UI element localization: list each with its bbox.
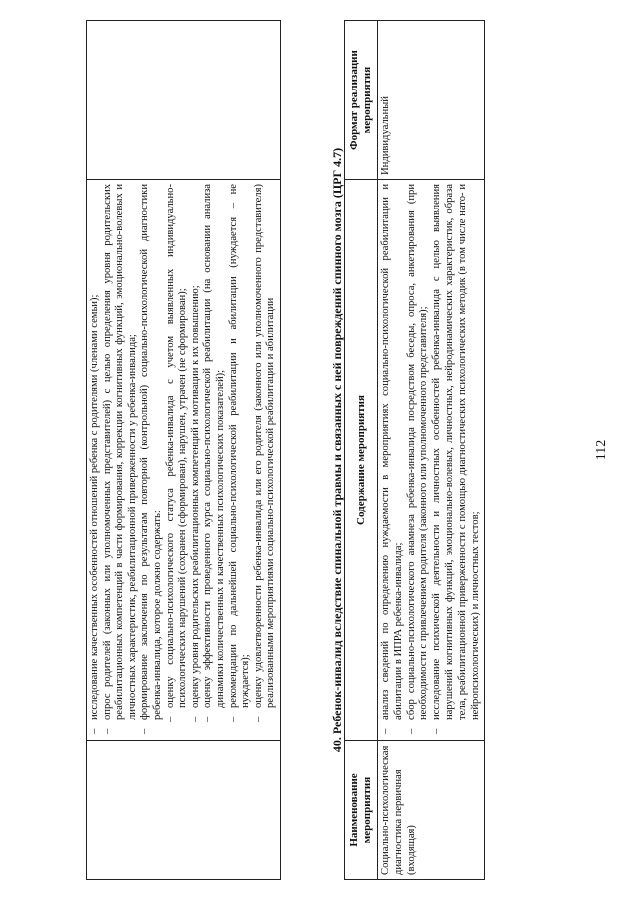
empty-name-cell bbox=[87, 741, 281, 880]
table-row bbox=[87, 21, 281, 880]
header-content: Содержание мероприятия bbox=[345, 180, 378, 741]
top-table bbox=[86, 20, 281, 880]
list-item: – анализ сведений по определению нуждаемости в мероприятиях социально-психологической реабилитации и абилитации в ИПРА ребенка-инвалида; bbox=[380, 184, 406, 736]
item-list bbox=[89, 184, 165, 736]
subitem-list bbox=[165, 184, 278, 736]
list-subitem: – рекомендации по дальнейшей социально-психологической реабилитации и абилитации (нуждается – не нуждается); bbox=[228, 184, 253, 736]
list-item: – исследование качественных особенностей отношений ребенка с родителями (членами семьи); bbox=[89, 184, 102, 736]
list-subitem: – оценку эффективности проведенного курса социально-психологической реабилитации (на основании анализа динамики количественных и качественных психологических показателей); bbox=[202, 184, 227, 736]
item-list bbox=[380, 184, 482, 736]
list-item: – опрос родителей (законных или уполномоченных представителей) с целью определения уровня родительских реабилитационных компетенций в части формирования, коррекции когнитивных функций, эмоционально-волевых и личностных характеристик, реабилитационной приверженности у ребенка-инвалида; bbox=[102, 184, 140, 736]
list-item: – исследование психической деятельности и личностных особенностей ребенка-инвалида с целью выявления нарушений когнитивных функций, эмоционально-волевых, личностных, нейродинамических характеристик, образа тела, реабилитационной приверженности с помощью диагностических психологических методик (в том числе нато- и нейропсихологических) и личностных тестов; bbox=[431, 184, 482, 736]
rotated-content bbox=[42, 20, 609, 880]
bottom-table bbox=[344, 20, 485, 880]
format-cell: Индивидуальный bbox=[378, 21, 485, 180]
list-subitem: – оценку уровня родительских реабилитационных компетенций и мотивации к их повышению; bbox=[190, 184, 203, 736]
header-name: Наименование мероприятия bbox=[345, 741, 378, 880]
header-format: Формат реализации мероприятия bbox=[345, 21, 378, 180]
list-item: – сбор социально-психологического анамнеза ребенка-инвалида посредством беседы, опроса, анкетирования (при необходимости с привлечением родителя (законного или уполномоченного представителя); bbox=[406, 184, 432, 736]
content-cell bbox=[87, 180, 281, 741]
section-title: 40. Ребенок-инвалид вследствие спинальной травмы и связанных с ней повреждений спинного мозга (ЦРГ 4.7) bbox=[330, 147, 344, 753]
list-subitem: – оценку социально-психологического статуса ребенка-инвалида с учетом выявленных индивидуально-психологических нарушений (сохранен (сформирован), нарушен, утрачен (не сформирован); bbox=[165, 184, 190, 736]
measure-name: Социально-психологическая диагностика первичная (входящая) bbox=[378, 741, 485, 880]
header-row bbox=[345, 21, 378, 880]
table-row bbox=[378, 21, 485, 880]
content-cell bbox=[378, 180, 485, 741]
empty-format-cell bbox=[87, 21, 281, 180]
list-item: – формирование заключения по результатам повторной (контрольной) социально-психологической диагностики ребенка-инвалида, которое должно содержать: bbox=[139, 184, 164, 736]
page-number: 112 bbox=[594, 439, 609, 461]
list-subitem: – оценку удовлетворенности ребенка-инвалида или его родителя (законного или уполномоченного представителя) реализованными мероприятиями социально-психологической реабилитации и абилитации bbox=[253, 184, 278, 736]
